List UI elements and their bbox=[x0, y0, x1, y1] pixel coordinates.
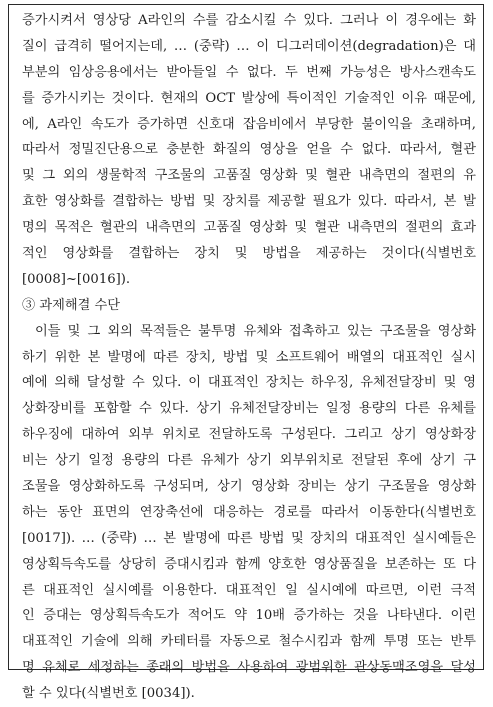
text-line: [0008]~[0016]). bbox=[22, 271, 131, 287]
text-line: 하우징에 대하여 외부 위치로 전달하도록 구성된다. 그리고 상기 영상화장 bbox=[22, 427, 476, 443]
text-line: 인 증대는 영상획득속도가 적어도 약 10배 증가하는 것을 나타낸다. 이런 bbox=[22, 608, 476, 624]
text-line: 명의 목적은 혈관의 내측면의 고품질 영상화 및 혈관 내측면의 절편의 효과 bbox=[22, 220, 476, 236]
text-line: 를 증가시키는 것이다. 현재의 OCT 발상에 특이적인 기술적인 이유 때문에, bbox=[22, 90, 476, 106]
text-line: 하기 위한 본 발명에 따른 장치, 방법 및 소프트웨어 배열의 대표적인 실시 bbox=[22, 349, 476, 365]
text-line: 이들 및 그 외의 목적들은 불투명 유체와 접촉하고 있는 구조물을 영상화 bbox=[35, 323, 476, 339]
text-line: 상화장비를 포함할 수 있다. 상기 유체전달장비는 일정 용량의 다른 유체를 bbox=[22, 401, 476, 417]
text-line: 예에 의해 달성할 수 있다. 이 대표적인 장치는 하우징, 유체전달장비 및 영 bbox=[22, 375, 476, 391]
text-line: 질이 급격히 떨어지는데, … (중략) … 이 디그러데이션(degradation)은 대 bbox=[22, 38, 476, 54]
text-line: 및 그 외의 생물학적 구조물의 고품질 영상화 및 혈관 내측면의 절편의 유 bbox=[22, 168, 476, 184]
document-text bbox=[22, 8, 476, 707]
document-box bbox=[8, 4, 484, 702]
text-line: 조물을 영상화하도록 구성되며, 상기 영상화 장비는 상기 구조물을 영상화 bbox=[22, 479, 476, 495]
text-line: 명 유체로 세정하는 종래의 방법을 사용하여 광범위한 관상동맥조영을 달성 bbox=[22, 660, 476, 676]
text-line: 른 대표적인 실시예를 이용한다. 대표적인 일 실시예에 따르면, 이런 극적 bbox=[22, 582, 476, 598]
text-line: 대표적인 기술에 의해 카테터를 자동으로 철수시킴과 함께 투명 또는 반투 bbox=[22, 634, 476, 650]
text-line: 하는 동안 표면의 연장축선에 대응하는 경로를 따라서 이동한다(식별번호 bbox=[22, 504, 476, 520]
text-line: [0017]). … (중략) … 본 발명에 따른 방법 및 장치의 대표적인 실시예들은 bbox=[22, 530, 476, 546]
text-line: 증가시켜서 영상당 A라인의 수를 감소시킬 수 있다. 그러나 이 경우에는 화 bbox=[22, 13, 476, 28]
text-line: 할 수 있다(식별번호 [0034]). bbox=[22, 686, 195, 702]
text-line: 영상획득속도를 상당히 증대시킴과 함께 양호한 영상품질을 보존하는 또 다 bbox=[22, 556, 476, 572]
text-line: 효한 영상화를 결합하는 방법 및 장치를 제공할 필요가 있다. 따라서, 본 발 bbox=[22, 194, 476, 210]
text-line: 에, A라인 속도가 증가하면 신호대 잡음비에서 부당한 불이익을 초래하며, bbox=[22, 116, 476, 132]
text-line: 비는 상기 일정 용량의 다른 유체가 상기 외부위치로 전달된 후에 상기 구 bbox=[22, 453, 476, 469]
text-line: 적인 영상화를 결합하는 장치 및 방법을 제공하는 것이다(식별번호 bbox=[22, 246, 476, 262]
text-line: 따라서 정밀진단용으로 충분한 화질의 영상을 얻을 수 없다. 따라서, 혈관 bbox=[22, 142, 476, 158]
text-line: 부분의 임상응용에서는 받아들일 수 없다. 두 번째 가능성은 방사스캔속도 bbox=[22, 64, 476, 80]
section-heading: ③ 과제해결 수단 bbox=[22, 297, 121, 313]
